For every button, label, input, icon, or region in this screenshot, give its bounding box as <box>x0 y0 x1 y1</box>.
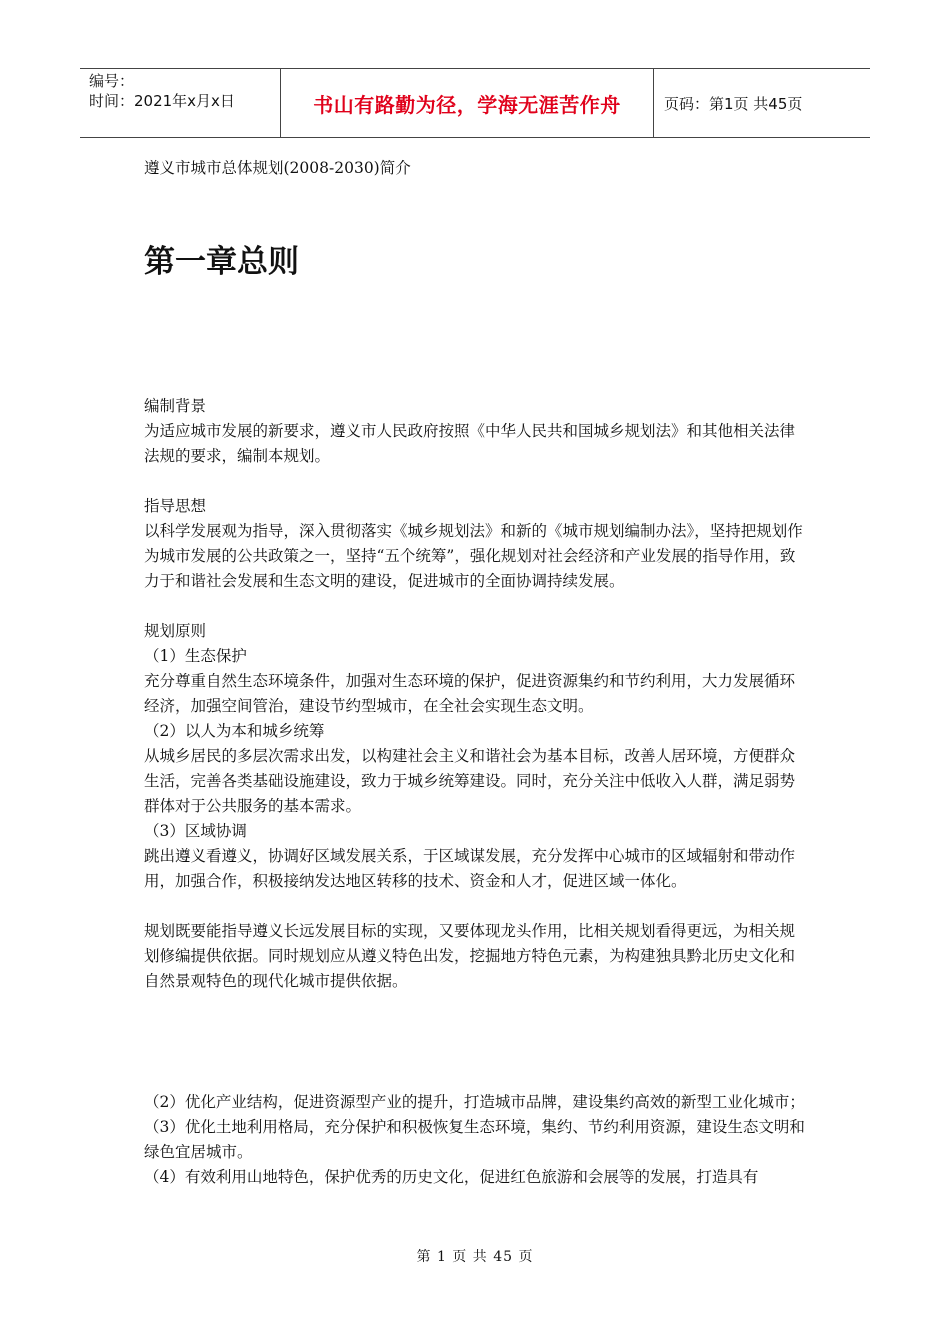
principle-3-text: 跳出遵义看遵义，协调好区域发展关系，于区域谋发展，充分发挥中心城市的区域辐射和带动作用，加强合作，积极接纳发达地区转移的技术、资金和人才，促进区域一体化。 <box>144 847 796 890</box>
principle-2-heading: （2）以人为本和城乡统筹 <box>144 722 325 740</box>
goal-4: （4）有效利用山地特色，保护优秀的历史文化，促进红色旅游和会展等的发展，打造具有 <box>144 1168 759 1186</box>
background-heading: 编制背景 <box>144 397 207 415</box>
document-body <box>144 156 810 181</box>
guiding-heading: 指导思想 <box>144 497 207 515</box>
background-text: 为适应城市发展的新要求，遵义市人民政府按照《中华人民共和国城乡规划法》和其他相关法律法规的要求，编制本规划。 <box>144 422 796 465</box>
principles-heading: 规划原则 <box>144 622 207 640</box>
principle-1-text: 充分尊重自然生态环境条件，加强对生态环境的保护，促进资源集约和节约利用，大力发展循环经济，加强空间管治，建设节约型城市，在全社会实现生态文明。 <box>144 672 796 715</box>
page-footer: 第 1 页 共 45 页 <box>416 1249 534 1265</box>
goal-2: （2）优化产业结构，促进资源型产业的提升，打造城市品牌，建设集约高效的新型工业化城市； <box>144 1093 805 1111</box>
summary-text: 规划既要能指导遵义长远发展目标的实现，又要体现龙头作用，比相关规划看得更远，为相关规划修编提供依据。同时规划应从遵义特色出发，挖掘地方特色元素，为构建独具黔北历史文化和自然景观特色的现代化城市提供依据。 <box>144 922 796 990</box>
body-sections <box>144 394 810 994</box>
goal-3: （3）优化土地利用格局，充分保护和积极恢复生态环境，集约、节约利用资源，建设生态文明和绿色宜居城市。 <box>144 1118 805 1161</box>
principle-3-heading: （3）区域协调 <box>144 822 247 840</box>
principle-1-heading: （1）生态保护 <box>144 647 247 665</box>
goals-section <box>144 1090 810 1190</box>
header-meta <box>80 69 281 137</box>
guiding-text: 以科学发展观为指导，深入贯彻落实《城乡规划法》和新的《城市规划编制办法》，坚持把规划作为城市发展的公共政策之一，坚持“五个统筹”，强化规划对社会经济和产业发展的指导作用，致力于和谐社会发展和生态文明的建设，促进城市的全面协调持续发展。 <box>144 522 803 590</box>
time-line: 时间：2021年x月x日 <box>89 92 235 110</box>
number-label: 编号： <box>89 72 135 90</box>
header-motto: 书山有路勤为径，学海无涯苦作舟 <box>281 69 654 137</box>
document-title: 遵义市城市总体规划(2008-2030)简介 <box>144 159 411 177</box>
chapter-title: 第一章总则 <box>144 244 299 280</box>
header-page-info: 页码：第1页 共45页 <box>664 94 803 113</box>
page-header <box>80 68 870 138</box>
principle-2-text: 从城乡居民的多层次需求出发，以构建社会主义和谐社会为基本目标，改善人居环境，方便群众生活，完善各类基础设施建设，致力于城乡统筹建设。同时，充分关注中低收入人群，满足弱势群体对于公共服务的基本需求。 <box>144 747 796 815</box>
